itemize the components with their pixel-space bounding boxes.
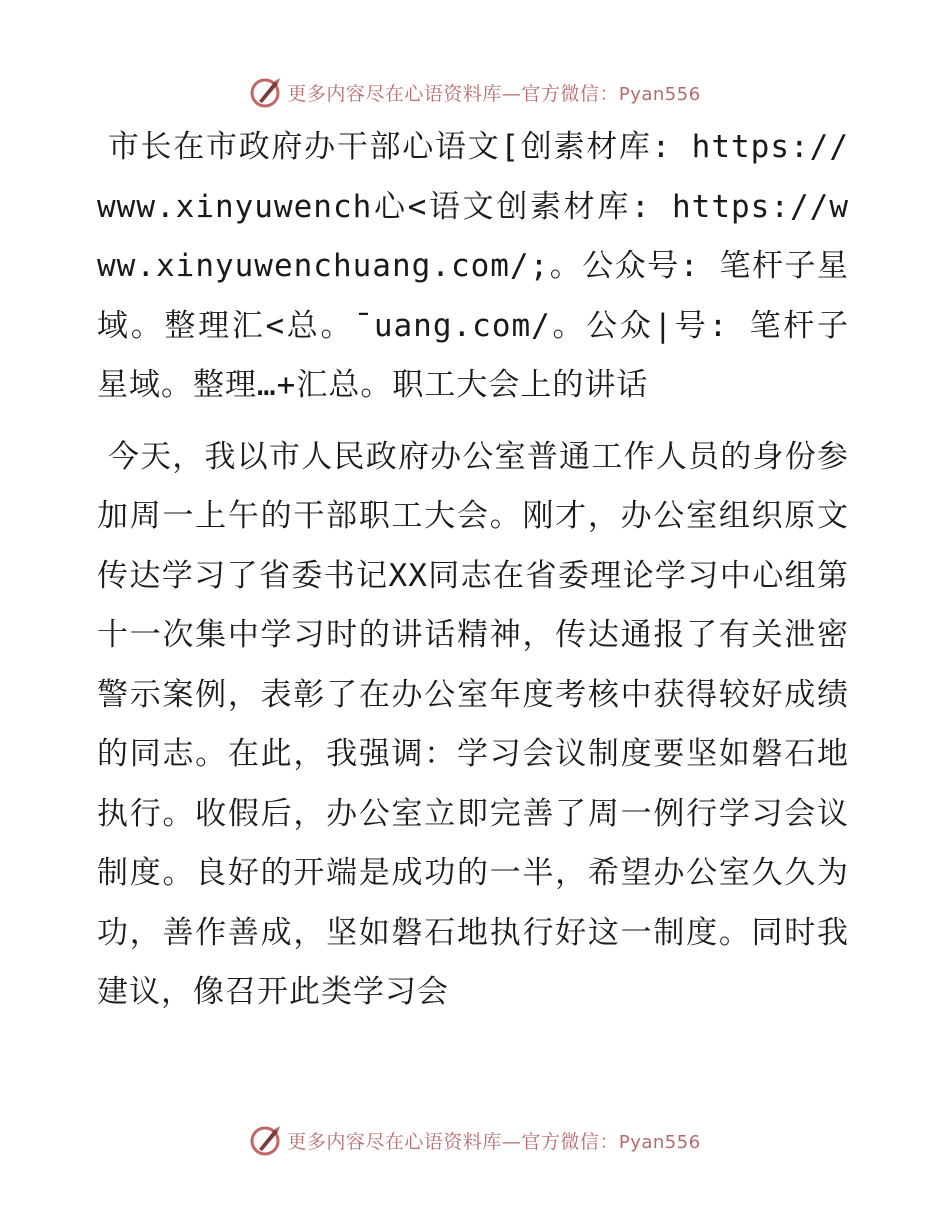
quill-pen-circle-icon (249, 75, 283, 109)
paragraph-title: 市长在市政府办干部心语文[创素材库: https://www.xinyuwench心<语文创素材库: https://www.xinyuwenchuang.com/;。公众号: 笔杆子星域。整理汇<总。¯uang.com/。公众|号: 笔杆子星域。整理…+汇总。职工大会上的讲话 (97, 129, 849, 403)
page-footer-banner (0, 1118, 950, 1162)
paragraph-body: 今天，我以市人民政府办公室普通工作人员的身份参加周一上午的干部职工大会。刚才，办公室组织原文传达学习了省委书记XX同志在省委理论学习中心组第十一次集中学习时的讲话精神，传达通报了有关泄密警示案例，表彰了在办公室年度考核中获得较好成绩的同志。在此，我强调：学习会议制度要坚如磐石地执行。收假后，办公室立即完善了周一例行学习会议制度。良好的开端是成功的一半，希望办公室久久为功，善作善成，坚如磐石地执行好这一制度。同时我建议，像召开此类学习会 (97, 438, 849, 1010)
banner-text: 更多内容尽在心语资料库—官方微信：Pyan556 (287, 1130, 701, 1153)
page-header-banner (0, 70, 950, 114)
wechat-id: Pyan556 (618, 83, 701, 105)
document-body (97, 118, 849, 1023)
wechat-id: Pyan556 (618, 1131, 701, 1153)
quill-pen-circle-icon (249, 1123, 283, 1157)
banner-text: 更多内容尽在心语资料库—官方微信：Pyan556 (287, 82, 701, 105)
